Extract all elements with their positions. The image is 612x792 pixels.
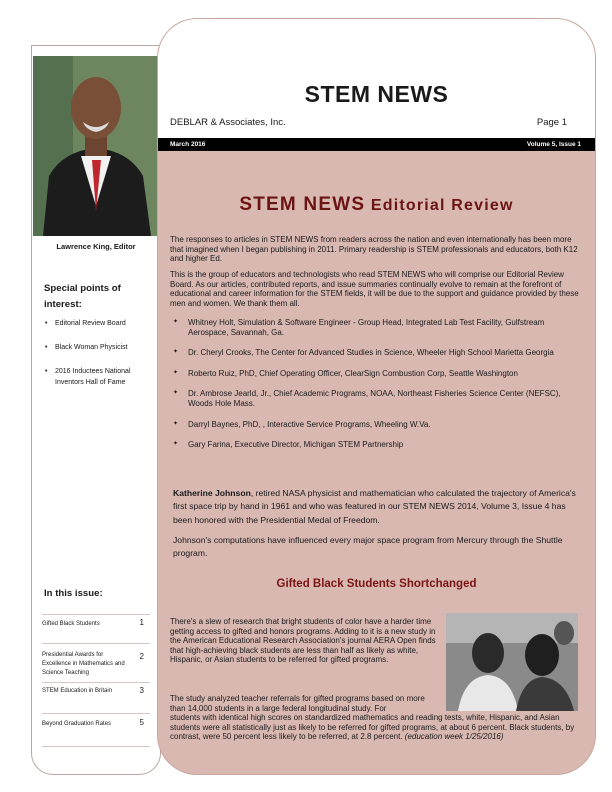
toc-row — [42, 643, 150, 682]
toc-page: 5 — [139, 718, 144, 727]
toc-title: Presidential Awards for Excellence in Mathematics and Science Teaching — [42, 652, 125, 676]
gifted-paragraph-2 — [170, 694, 583, 742]
issue-volume: Volume 5, Issue 1 — [526, 141, 581, 148]
toc-title: Beyond Graduation Rates — [42, 721, 112, 727]
toc-page: 2 — [139, 652, 144, 661]
gifted-paragraph: There's a slew of research that bright students of color have a harder time getting access to gifted and honors programs. Adding to it is a new study in the American Educational Research Association's journal AERA Open finds that high-achieving black students are less than half as likely as white, Hispanic, or Asian students to be referred for gifted programs. — [170, 617, 436, 665]
issue-date: March 2016 — [170, 141, 206, 148]
in-this-issue-heading: In this issue: — [44, 588, 103, 599]
special-points-heading: Special points of interest: — [44, 283, 121, 310]
toc-title: STEM Education in Britain — [42, 688, 113, 694]
special-point: • Black Woman Physicist — [44, 342, 156, 353]
gifted-text-a: The study analyzed teacher referrals for gifted programs based on more than 14,000 students in a large federal longitudinal study. For — [170, 694, 425, 713]
main-content — [157, 18, 596, 775]
company-name: DEBLAR & Associates, Inc. — [170, 117, 286, 128]
toc-page: 1 — [139, 618, 144, 627]
sidebar — [31, 45, 161, 775]
issue-bar — [158, 138, 595, 151]
johnson-paragraph-2: Johnson's computations have influenced every major space program from Mercury through the Shuttle program. — [173, 535, 563, 559]
toc-row — [42, 614, 150, 643]
board-member: ✦ Whitney Holt, Simulation & Software Engineer - Group Head, Integrated Lab Test Facility, Gulfstream Aerospace, Savannah, Ga. — [170, 318, 580, 337]
gifted-heading: Gifted Black Students Shortchanged — [276, 578, 477, 590]
toc-title: Gifted Black Students — [42, 621, 100, 627]
gifted-source: (education week 1/25/2016) — [404, 732, 504, 742]
special-point: • Editorial Review Board — [44, 318, 156, 329]
board-member: ✦ Dr. Ambrose Jearld, Jr., Chief Academic Programs, NOAA, Northeast Fisheries Science Center (NEFSC), Woods Hole Mass. — [170, 389, 580, 408]
johnson-text: , retired NASA physicist and mathematician who calculated the trajectory of America's first space trip by hand in 1961 and who was featured in our STEM NEWS 2014, Volume 3, Issue 4 has been honored with the Presidential Medal of Freedom. — [173, 488, 576, 525]
newsletter-title: STEM NEWS — [304, 81, 449, 107]
special-points-list — [44, 318, 156, 401]
board-member: ✦ Roberto Ruiz, PhD, Chief Operating Officer, ClearSign Combustion Corp, Seattle Washington — [170, 369, 580, 379]
special-point: • 2016 Inductees National Inventors Hall of Fame — [44, 366, 156, 388]
toc-row — [42, 713, 150, 747]
toc-page: 3 — [139, 686, 144, 695]
review-board-list — [170, 318, 580, 461]
table-of-contents — [42, 614, 150, 747]
editor-photo — [33, 56, 159, 236]
masthead — [158, 19, 595, 138]
editorial-heading — [158, 194, 595, 216]
editorial-heading-main: STEM NEWS — [239, 194, 366, 215]
johnson-name: Katherine Johnson — [173, 488, 251, 498]
board-member: ✦ Darryl Baynes, PhD, , Interactive Service Programs, Wheeling W.Va. — [170, 420, 580, 430]
toc-row — [42, 682, 150, 713]
editorial-heading-rest: Editorial Review — [365, 197, 514, 214]
editor-caption: Lawrence King, Editor — [56, 242, 136, 251]
board-member: ✦ Gary Farina, Executive Director, Michigan STEM Partnership — [170, 440, 580, 450]
gifted-text-b: students with identical high scores on standardized mathematics and reading tests, white, Hispanic, and Asian students were all statistically just as likely to be referred for gifted programs, at about 6 percent. Black students, by contrast, were 50 percent less likely to be referred, at 2.8 percent. — [170, 713, 575, 742]
johnson-paragraph — [173, 487, 578, 527]
editorial-paragraph: The responses to articles in STEM NEWS from readers across the nation and even internationally has been more that imagined when I began publishing in 2011. Primary readership is STEM professionals and educators, both K12 and higher Ed. — [170, 235, 578, 263]
page-number: Page 1 — [536, 117, 567, 128]
board-member: ✦ Dr. Cheryl Crooks, The Center for Advanced Studies in Science, Wheeler High School Marietta Georgia — [170, 348, 580, 358]
editorial-paragraph: This is the group of educators and technologists who read STEM NEWS who will comprise our Editorial Review Board. As our articles, contributed reports, and issue summaries continually evolve to remain at the forefront of educational and career information for the STEM fields, it will be due to the support and guidance provided by these men and women. We thank them all. — [170, 270, 579, 308]
